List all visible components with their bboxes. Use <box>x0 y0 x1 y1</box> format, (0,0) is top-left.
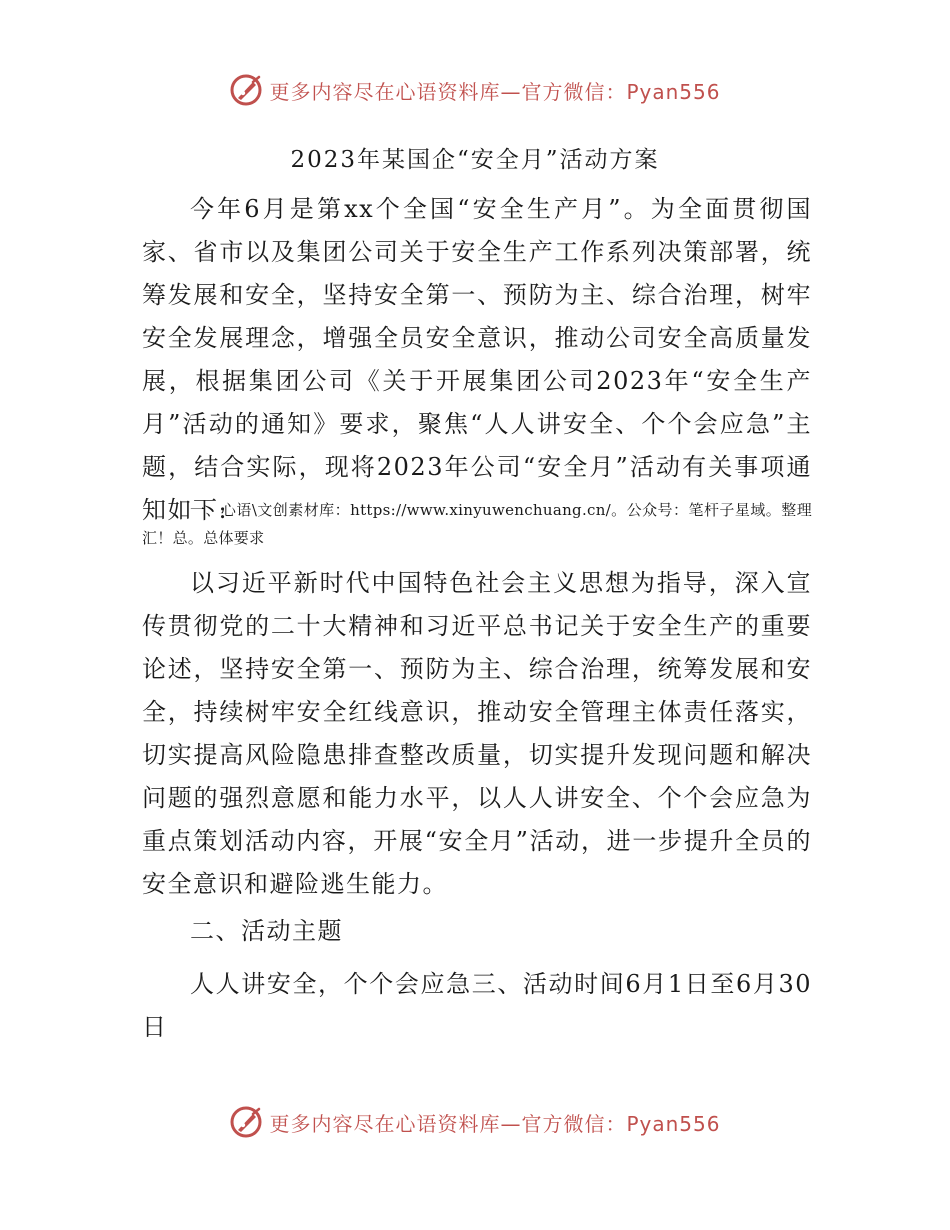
section-2-heading: 二、活动主题 <box>190 917 343 945</box>
intro-paragraph: 今年6月是第xx个全国“安全生产月”。为全面贯彻国家、省市以及集团公司关于安全生产工作系列决策部署，统筹发展和安全，坚持安全第一、预防为主、综合治理，树牢安全发展理念，增强全员安全意识，推动公司安全高质量发展，根据集团公司《关于开展集团公司2023年“安全生产月”活动的通知》要求，聚焦“人人讲安全、个个会应急”主题，结合实际，现将2023年公司“安全月”活动有关事项通知如下: <box>142 195 812 524</box>
banner-text: 更多内容尽在心语资料库—官方微信：Pyan556 <box>269 1111 721 1136</box>
banner-text: 更多内容尽在心语资料库—官方微信：Pyan556 <box>269 79 721 104</box>
footer-watermark-banner <box>0 1102 950 1142</box>
header-watermark-banner <box>0 70 950 110</box>
quill-logo-icon <box>229 73 263 107</box>
section-1-heading: 一、心语\文创素材库：https://www.xinyuwenchuang.cn/。公众号：笔杆子星域。整理汇！总。总体要求 <box>142 501 812 547</box>
theme-paragraph: 人人讲安全，个个会应急三、活动时间6月1日至6月30日 <box>142 970 812 1041</box>
document-title: 2023年某国企“安全月”活动方案 <box>290 147 660 173</box>
quill-logo-icon <box>229 1105 263 1139</box>
requirements-paragraph: 以习近平新时代中国特色社会主义思想为指导，深入宣传贯彻党的二十大精神和习近平总书记关于安全生产的重要论述，坚持安全第一、预防为主、综合治理，统筹发展和安全，持续树牢安全红线意识，推动安全管理主体责任落实，切实提高风险隐患排查整改质量，切实提升发现问题和解决问题的强烈意愿和能力水平，以人人讲安全、个个会应急为重点策划活动内容，开展“安全月”活动，进一步提升全员的安全意识和避险逃生能力。 <box>142 569 812 898</box>
